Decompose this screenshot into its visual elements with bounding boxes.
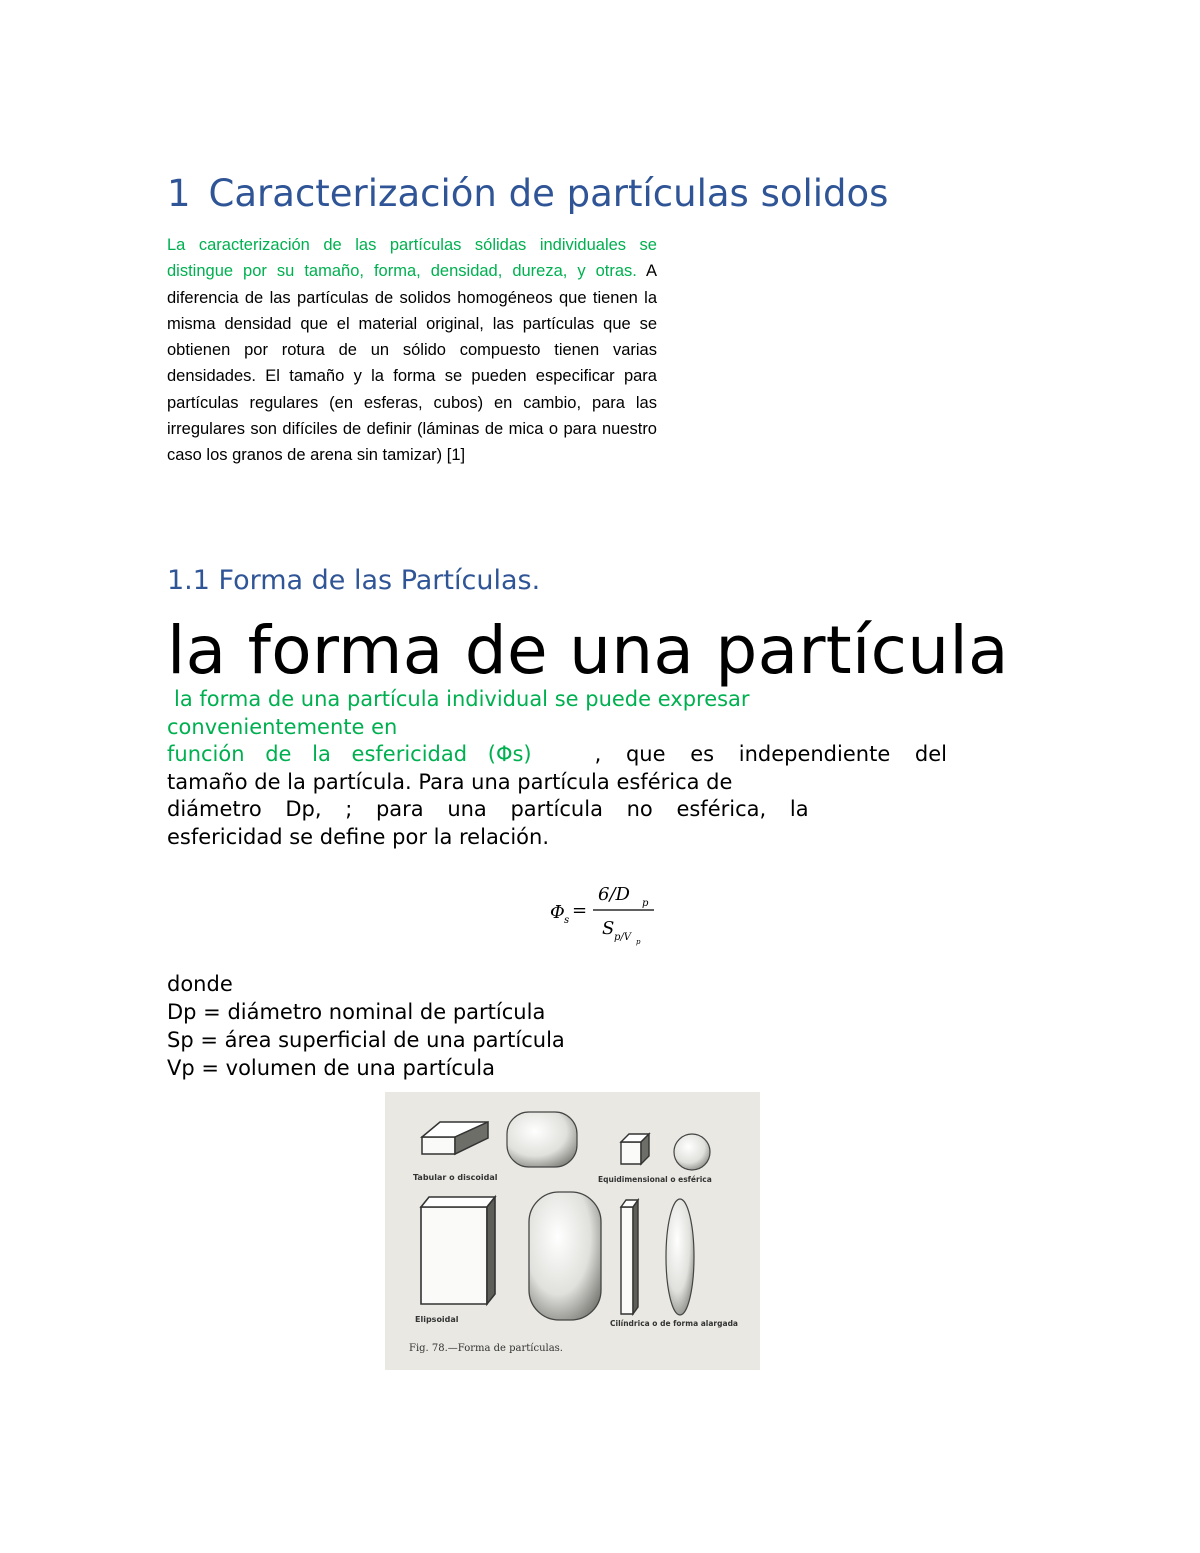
intro-line-6: por rotura de un sólido compuesto tienen varias (244, 341, 657, 360)
citation: [1] (446, 446, 466, 465)
section-number: 1 (167, 172, 191, 215)
intro-line-8: para partículas regulares (en esferas, cubos) en cambio, (167, 367, 657, 412)
intro-green-line-1: La caracterización de las partículas sólidas (167, 236, 527, 254)
shape-line-1: la forma de una partícula individual se puede expresar (174, 687, 750, 711)
definition-sp: Sp = área superficial de una partícula (167, 1028, 565, 1052)
intro-line-4: de solidos homogéneos que tienen la misma densidad (167, 288, 657, 333)
definitions-intro: donde (167, 972, 233, 996)
big-box-shape (421, 1197, 495, 1304)
definition-vp: Vp = volumen de una partícula (167, 1056, 495, 1080)
label-cilindrica: Cilíndrica o de forma alargada (610, 1319, 738, 1328)
intro-green-line-2: individuales se distingue por su tamaño, forma, (167, 236, 657, 281)
formula-numerator-sub: p (642, 898, 649, 909)
formula-lhs-sub: s (564, 915, 570, 926)
rounded-ellipsoid-shape (529, 1192, 601, 1320)
sphericity-formula (548, 880, 668, 950)
section-title: Caracterización de partículas solidos (208, 172, 889, 215)
formula-numerator: 6/D (598, 884, 630, 905)
particle-shapes-figure (385, 1092, 760, 1370)
shape-line-3 (167, 741, 947, 769)
shape-line-3-black: , que es independiente del (594, 742, 947, 766)
shape-line-4: tamaño de la partícula. Para una partícula esférica de (167, 769, 733, 794)
intro-green-line-3: densidad, dureza, y otras. (430, 262, 637, 281)
label-equidimensional: Equidimensional o esférica (598, 1175, 712, 1184)
intro-line-5: que el material original, las partículas que se obtienen (167, 314, 657, 360)
label-tabular: Tabular o discoidal (413, 1173, 498, 1182)
intro-paragraph (167, 232, 657, 469)
big-heading: la forma de una partícula (167, 612, 1009, 689)
figure-caption: Fig. 78.—Forma de partículas. (409, 1343, 563, 1354)
intro-line-7: densidades. El tamaño y la forma se pueden especificar (167, 367, 615, 386)
formula-denominator-subsub: p (636, 938, 641, 946)
tabular-shape (422, 1122, 488, 1154)
small-cube-shape (621, 1134, 649, 1164)
elongated-shape (666, 1199, 694, 1315)
intro-black-start: A diferencia de las partículas (167, 262, 657, 307)
shape-line-3-green: función de la esfericidad (Φs) (167, 742, 532, 766)
shape-paragraph (167, 686, 947, 851)
section-heading-1 (167, 172, 888, 215)
section-heading-1-1: 1.1 Forma de las Partículas. (167, 565, 541, 596)
sphere-shape (674, 1134, 710, 1170)
formula-denominator-sub: p/V (614, 932, 631, 943)
shape-line-6: esfericidad se define por la relación. (167, 824, 550, 849)
definitions-list (167, 970, 565, 1082)
shape-line-2: convenientemente en (167, 714, 398, 739)
label-elipsoidal: Elipsoidal (415, 1315, 459, 1324)
formula-lhs: Φ (550, 902, 565, 923)
definition-dp: Dp = diámetro nominal de partícula (167, 1000, 546, 1024)
rounded-tabular-shape (507, 1112, 577, 1167)
intro-line-9: para las irregulares son difíciles de definir (láminas de (167, 393, 657, 439)
cylinder-prism-shape (621, 1200, 638, 1314)
intro-line-10: mica o para nuestro caso los granos de arena sin tamizar) (167, 420, 657, 465)
shape-line-5: diámetro Dp, ; para una partícula no esférica, la (167, 797, 809, 821)
formula-denominator: S (602, 918, 615, 939)
formula-equals: = (572, 900, 588, 921)
